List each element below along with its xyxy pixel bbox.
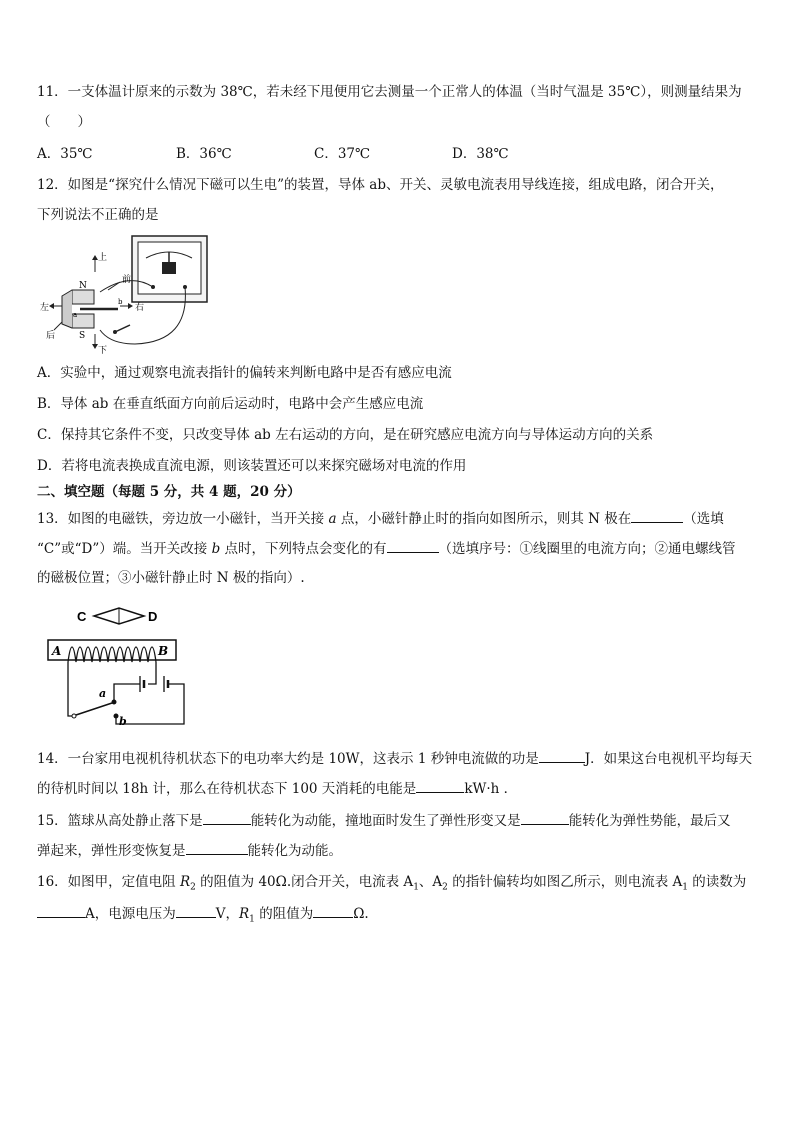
galvanometer-g-mark	[162, 262, 176, 274]
q16-a1-sub-2: 1	[682, 882, 688, 893]
q16-text-1b: 的阻值为 40Ω.闭合开关，电流表 A	[195, 874, 414, 890]
q12-option-c: C．保持其它条件不变，只改变导体 ab 左右运动的方向，是在研究感应电流方向与导体运动方向的关系	[37, 427, 654, 443]
q16-a1-sub: 1	[413, 882, 419, 893]
q13-blank-1[interactable]	[631, 508, 683, 523]
contact-a	[112, 700, 117, 705]
q11-stem: 11．一支体温计原来的示数为 38℃，若未经下甩便用它去测量一个正常人的体温（当时气温是 35℃），则测量结果为	[37, 84, 742, 100]
switch	[115, 325, 130, 332]
q16-r1: R	[239, 906, 250, 922]
q11-option-c: C．37℃	[314, 146, 371, 162]
q13-point-a: a	[328, 511, 337, 527]
wire-to-a	[114, 684, 140, 700]
q12-stem-line2: 下列说法不正确的是	[37, 207, 159, 223]
q12-option-b: B．导体 ab 在垂直纸面方向前后运动时，电路中会产生感应电流	[37, 396, 424, 412]
q11-option-b: B．36℃	[176, 146, 232, 162]
label-point-b: b	[119, 715, 127, 726]
arrow-back	[54, 322, 62, 330]
q11-option-a: A．35℃	[37, 146, 93, 162]
q14-text-1a: 14．一台家用电视机待机状态下的电功率大约是 10W，这表示 1 秒钟电流做的功是	[37, 751, 539, 767]
q15-blank-2[interactable]	[521, 810, 569, 825]
contact-b	[114, 714, 119, 719]
q15-blank-3[interactable]	[186, 840, 248, 855]
label-n: N	[79, 281, 87, 291]
q13-electromagnet-figure	[44, 604, 194, 726]
q16-blank-1[interactable]	[37, 903, 85, 918]
q12-induction-figure	[40, 232, 225, 357]
label-end-b: B	[158, 644, 169, 658]
q14-blank-1[interactable]	[539, 748, 585, 763]
q13-line2	[37, 538, 736, 559]
q16-text-1e: 的读数为	[687, 874, 747, 890]
q13-text-1a: 13．如图的电磁铁，旁边放一小磁针，当开关接	[37, 511, 329, 527]
q14-text-2a: 的待机时间以 18h 计，那么在待机状态下 100 天消耗的电能是	[37, 781, 417, 797]
q16-blank-2[interactable]	[176, 903, 216, 918]
q14-line2	[37, 778, 517, 799]
label-d: D	[148, 609, 158, 624]
q13-text-2d: （选填序号：①线圈里的电流方向；②通电螺线管	[438, 541, 736, 557]
label-back: 后	[46, 331, 56, 341]
q15-text-1b: 能转化为动能，撞地面时发生了弹性形变又是	[250, 813, 521, 829]
label-b: b	[118, 298, 123, 306]
q15-text-1c: 能转化为弹性势能，最后又	[568, 813, 731, 829]
label-c: C	[77, 609, 87, 624]
switch-pivot	[113, 330, 117, 334]
q16-text-2a: A，电源电压为	[85, 906, 176, 922]
q16-line2	[37, 903, 369, 930]
label-front: 前	[122, 275, 132, 285]
label-end-a: A	[52, 644, 62, 658]
arrow-right-head	[128, 303, 133, 309]
label-down: 下	[98, 346, 108, 356]
magnet-yoke	[62, 290, 72, 328]
switch-pivot	[72, 714, 76, 718]
iron-core	[48, 640, 176, 660]
q16-text-2c: 的阻值为	[254, 906, 314, 922]
q13-text-2a: “C”或“D”）端。当开关改接	[37, 541, 212, 557]
switch-blade	[76, 703, 112, 715]
magnet-n	[72, 290, 94, 304]
q16-text-2b: V，	[215, 906, 239, 922]
q14-line1	[37, 748, 752, 769]
q13-text-1c: 点，小磁针静止时的指向如图所示，则其 N 极在	[336, 511, 632, 527]
q13-line3: 的磁极位置；③小磁针静止时 N 极的指向）.	[37, 570, 305, 586]
arrow-left-head	[49, 303, 54, 309]
q11-answer-paren: （ ）	[37, 114, 91, 130]
q12-option-d: D．若将电流表换成直流电源，则该装置还可以来探究磁场对电流的作用	[37, 458, 467, 474]
label-s: S	[79, 331, 86, 341]
q13-line1	[37, 508, 724, 529]
q15-text-2a: 弹起来，弹性形变恢复是	[37, 843, 186, 859]
q16-text-1d: 的指针偏转均如图乙所示，则电流表 A	[447, 874, 683, 890]
q14-text-2b: kW·h ．	[464, 781, 518, 797]
q15-line2	[37, 840, 342, 861]
q11-option-d: D．38℃	[452, 146, 509, 162]
label-right: 右	[135, 303, 145, 313]
wire-right-top	[148, 662, 156, 684]
q13-point-b: b	[211, 541, 221, 557]
label-a: a	[73, 311, 78, 319]
q16-r1-sub: 1	[249, 914, 255, 925]
wire-left	[68, 662, 74, 716]
q13-text-1d: （选填	[683, 511, 724, 527]
q14-text-1b: J．如果这台电视机平均每天	[584, 751, 753, 767]
q15-text-2b: 能转化为动能。	[247, 843, 342, 859]
q16-a2-sub: 2	[442, 882, 448, 893]
q16-line1	[37, 872, 746, 898]
q16-text-1c: 、A	[418, 874, 443, 890]
q15-text-1a: 15．篮球从高处静止落下是	[37, 813, 203, 829]
section2-title: 二、填空题（每题 5 分，共 4 题，20 分）	[37, 484, 301, 500]
label-point-a: a	[99, 687, 107, 700]
q14-blank-2[interactable]	[416, 778, 464, 793]
label-left: 左	[40, 303, 50, 313]
label-up: 上	[98, 253, 108, 263]
q16-r2-sub: 2	[190, 882, 196, 893]
q16-r2: R	[179, 874, 191, 890]
q12-option-a: A．实验中，通过观察电流表指针的偏转来判断电路中是否有感应电流	[37, 365, 452, 381]
q13-blank-2[interactable]	[387, 538, 439, 553]
q16-text-1a: 16．如图甲，定值电阻	[37, 874, 180, 890]
q12-stem-line1: 12．如图是“探究什么情况下磁可以生电”的装置，导体 ab、开关、灵敏电流表用导线连接，组成电路，闭合开关，	[37, 177, 724, 193]
q16-blank-3[interactable]	[313, 903, 353, 918]
q15-blank-1[interactable]	[203, 810, 251, 825]
q16-text-2d: Ω.	[353, 906, 369, 922]
q13-text-2c: 点时，下列特点会变化的有	[220, 541, 387, 557]
q15-line1	[37, 810, 731, 831]
